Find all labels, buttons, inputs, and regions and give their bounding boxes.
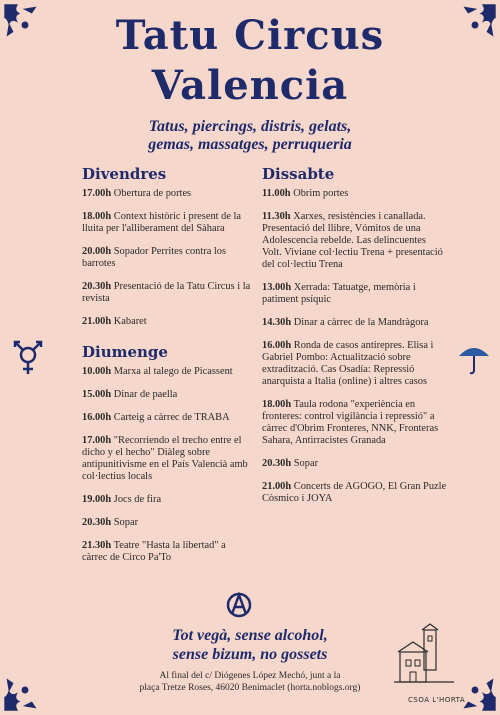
friday-event [82,281,252,305]
event-time: 20.30h [82,517,112,528]
event-text: Taula rodona "experiència en fronteres: control vigilància i repressió" a càrrec d'Obrim Fronteres, NNK, Fronteras Sahara, Antirracistes Granada [262,399,439,446]
saturday-event [262,340,447,388]
event-time: 11.00h [262,188,291,199]
event-time: 20.00h [82,246,112,257]
event-text: Teatre "Hasta la libertad" a càrrec de Circo Pa'To [82,540,226,563]
csoa-label: CSOA L'HORTA [408,696,466,704]
event-time: 20.30h [82,281,112,292]
friday-event [82,246,252,270]
day-heading-saturday: Dissabte [262,165,335,183]
saturday-event [262,399,447,447]
address-line-1: Al final del c/ Diógenes López Mechó, junt a la [159,671,341,681]
subtitle [0,118,500,154]
event-time: 15.00h [82,389,112,400]
friday-events [82,188,252,328]
umbrella-icon [456,340,492,376]
event-text: Xerrada: Tatuatge, memòria i patiment psíquic [262,282,416,305]
event-text: Carteig a càrrec de TRABA [113,412,230,423]
event-text: Presentació de la Tatu Circus i la revista [82,281,251,304]
saturday-event [262,282,447,306]
saturday-event [262,188,447,200]
event-text: Dinar de paella [113,389,178,400]
event-time: 17.00h [82,188,112,199]
sunday-event [82,366,252,378]
right-column [262,165,447,516]
event-text: Jocs de fira [113,494,162,505]
sunday-event [82,494,252,506]
event-text: "Recorriendo el trecho entre el dicho y el hecho" Diàleg sobre antipunitivisme en el País Valencià amb col·lectius locals [82,435,248,482]
event-time: 20.30h [262,458,292,469]
event-time: 16.00h [262,340,292,351]
event-text: Context històric i present de la lluita per l'alliberament del Sàhara [82,211,242,234]
title-line-1: Tatu Circus [115,12,385,59]
tower-building-icon [394,622,454,694]
sunday-event [82,435,252,483]
footer-motto [100,626,400,664]
event-text: Sopar [113,517,139,528]
event-text: Sopador Perrites contra los barrotes [82,246,227,269]
event-time: 21.00h [82,316,112,327]
day-heading-friday: Divendres [82,165,167,183]
anarchy-symbol-icon [226,592,252,618]
event-text: Sopar [293,458,319,469]
day-heading-sunday: Diumenge [82,343,168,361]
event-time: 18.00h [262,399,292,410]
saturday-event [262,211,447,271]
motto-line-1: Tot vegà, sense alcohol, [172,627,328,644]
saturday-event [262,481,447,505]
event-time: 14.30h [262,317,292,328]
trans-symbol-icon [10,338,46,378]
subtitle-line-1: Tatus, piercings, distris, gelats, [148,118,352,135]
sunday-event [82,540,252,564]
event-time: 21.00h [262,481,292,492]
event-time: 19.00h [82,494,112,505]
event-text: Ronda de casos antirepres. Elisa i Gabriel Pombo: Actualització sobre extradització. Cas Osadía: Repressió anarquista a Italia (online) i altres casos [262,340,434,387]
subtitle-line-2: gemas, massatges, perruqueria [148,136,352,153]
event-text: Dinar a càrrec de la Mandràgora [293,317,429,328]
title-line-2: Valencia [151,62,349,109]
corner-ornament-icon [2,667,48,713]
address [100,670,400,694]
event-text: Concerts de AGOGO, El Gran Puzle Còsmico i JOYA [262,481,447,504]
left-column [82,165,252,575]
saturday-events [262,188,447,505]
event-time: 18.00h [82,211,112,222]
saturday-event [262,458,447,470]
event-time: 13.00h [262,282,292,293]
event-time: 10.00h [82,366,112,377]
friday-event [82,211,252,235]
sunday-event [82,389,252,401]
friday-event [82,316,252,328]
saturday-event [262,317,447,329]
event-time: 21.30h [82,540,112,551]
friday-event [82,188,252,200]
poster-title [0,14,500,108]
corner-ornament-icon [452,667,498,713]
sunday-event [82,412,252,424]
event-text: Obertura de portes [113,188,192,199]
address-line-2: plaça Tretze Roses, 46020 Benimaclet (horta.noblogs.org) [139,683,361,693]
sunday-event [82,517,252,529]
event-text: Obrim portes [293,188,349,199]
motto-line-2: sense bizum, no gossets [172,646,328,663]
event-time: 16.00h [82,412,112,423]
event-text: Marxa al talego de Picassent [113,366,233,377]
event-time: 17.00h [82,435,112,446]
event-text: Xarxes, resistències i canallada. Presentació del llibre, Vómitos de una Adolescencia rebelde. Las delincuentes Volt. Viviane col·lectiu Trena + presentació del col·lectiu Trena [262,211,443,270]
event-text: Kabaret [113,316,147,327]
event-time: 11.30h [262,211,291,222]
sunday-events [82,366,252,564]
